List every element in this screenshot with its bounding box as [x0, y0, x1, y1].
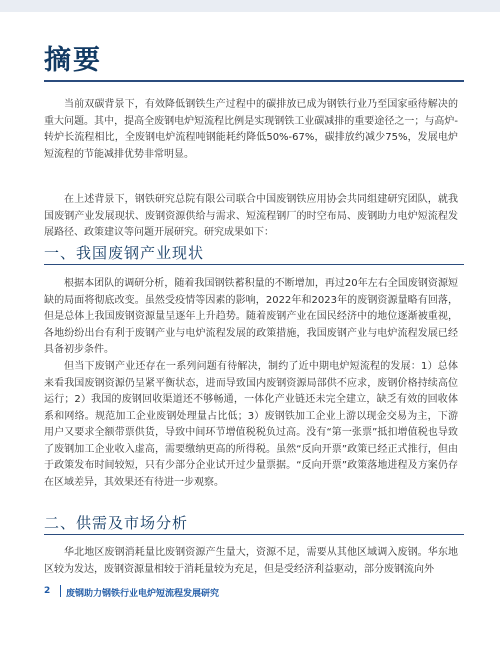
page-number: 2 [44, 586, 51, 596]
intro-paragraph-1: 当前双碳背景下，有效降低钢铁生产过程中的碳排放已成为钢铁行业乃至国家亟待解决的重大问题。其中，提高全废钢电炉短流程比例是实现钢铁工业碳减排的重要途径之一；与高炉-转炉长流程相比，全废钢电炉流程吨钢能耗约降低50%-67%，碳排放约减少75%，发展电炉短流程的节能减排优势非常明显。 [44, 99, 458, 160]
section-1-underline [44, 264, 464, 265]
footer-separator [60, 585, 61, 597]
section-2-underline [44, 534, 464, 535]
page-title: 摘要 [44, 45, 102, 76]
footer-document-title: 废钢助力钢铁行业电炉短流程发展研究 [66, 589, 220, 599]
section-2-title: 二、供需及市场分析 [44, 514, 189, 532]
title-underline [44, 80, 464, 82]
intro-paragraph-2: 在上述背景下，钢铁研究总院有限公司联合中国废钢铁应用协会共同组建研究团队，就我国废钢产业发展现状、废钢资源供给与需求、短流程钢厂的时空布局、废钢助力电炉短流程发展路径、政策建议等问题开展研究。研究成果如下： [44, 194, 458, 238]
section-2-paragraph-1: 华北地区废钢消耗量比废钢资源产生量大，资源不足，需要从其他区域调入废钢。华东地区较为发达，废钢资源量相较于消耗量较为充足，但是受经济利益驱动，部分废钢流向外 [44, 547, 458, 575]
top-band [0, 0, 500, 12]
section-1-title: 一、我国废钢产业现状 [44, 244, 205, 262]
section-1-paragraph-1: 根据本团队的调研分析，随着我国钢铁蓄积量的不断增加，再过20年左右全国废钢资源短缺的局面将彻底改变。虽然受疫情等因素的影响，2022年和2023年的废钢资源量略有回落，但是总体上我国废钢资源量呈逐年上升趋势。随着废钢产业在国民经济中的地位逐渐被重视，各地纷纷出台有利于废钢产业与电炉流程发展的政策措施，我国废钢产业与电炉流程发展已经具备初步条件。 [44, 278, 458, 355]
section-1-paragraph-2: 但当下废钢产业还存在一系列问题有待解决，制约了近中期电炉短流程的发展：1）总体来看我国废钢资源仍呈紧平衡状态，进而导致国内废钢资源局部供不应求，废钢价格持续高位运行；2）我国的废钢回收渠道还不够畅通，一体化产业链还未完全建立，缺乏有效的回收体系和网络。规范加工企业废钢处理量占比低；3）废钢铁加工企业上游以现金交易为主，下游用户又要求全额带票供货，导致中间环节增值税税负过高。没有“第一张票”抵扣增值税也导致了废钢加工企业收入虚高，需要缴纳更高的所得税。虽然“反向开票”政策已经正式推行，但由于政策发布时间较短，只有少部分企业试开过少量票据。“反向开票”政策落地进程及方案仍存在区域差异，其效果还有待进一步观察。 [44, 361, 458, 488]
